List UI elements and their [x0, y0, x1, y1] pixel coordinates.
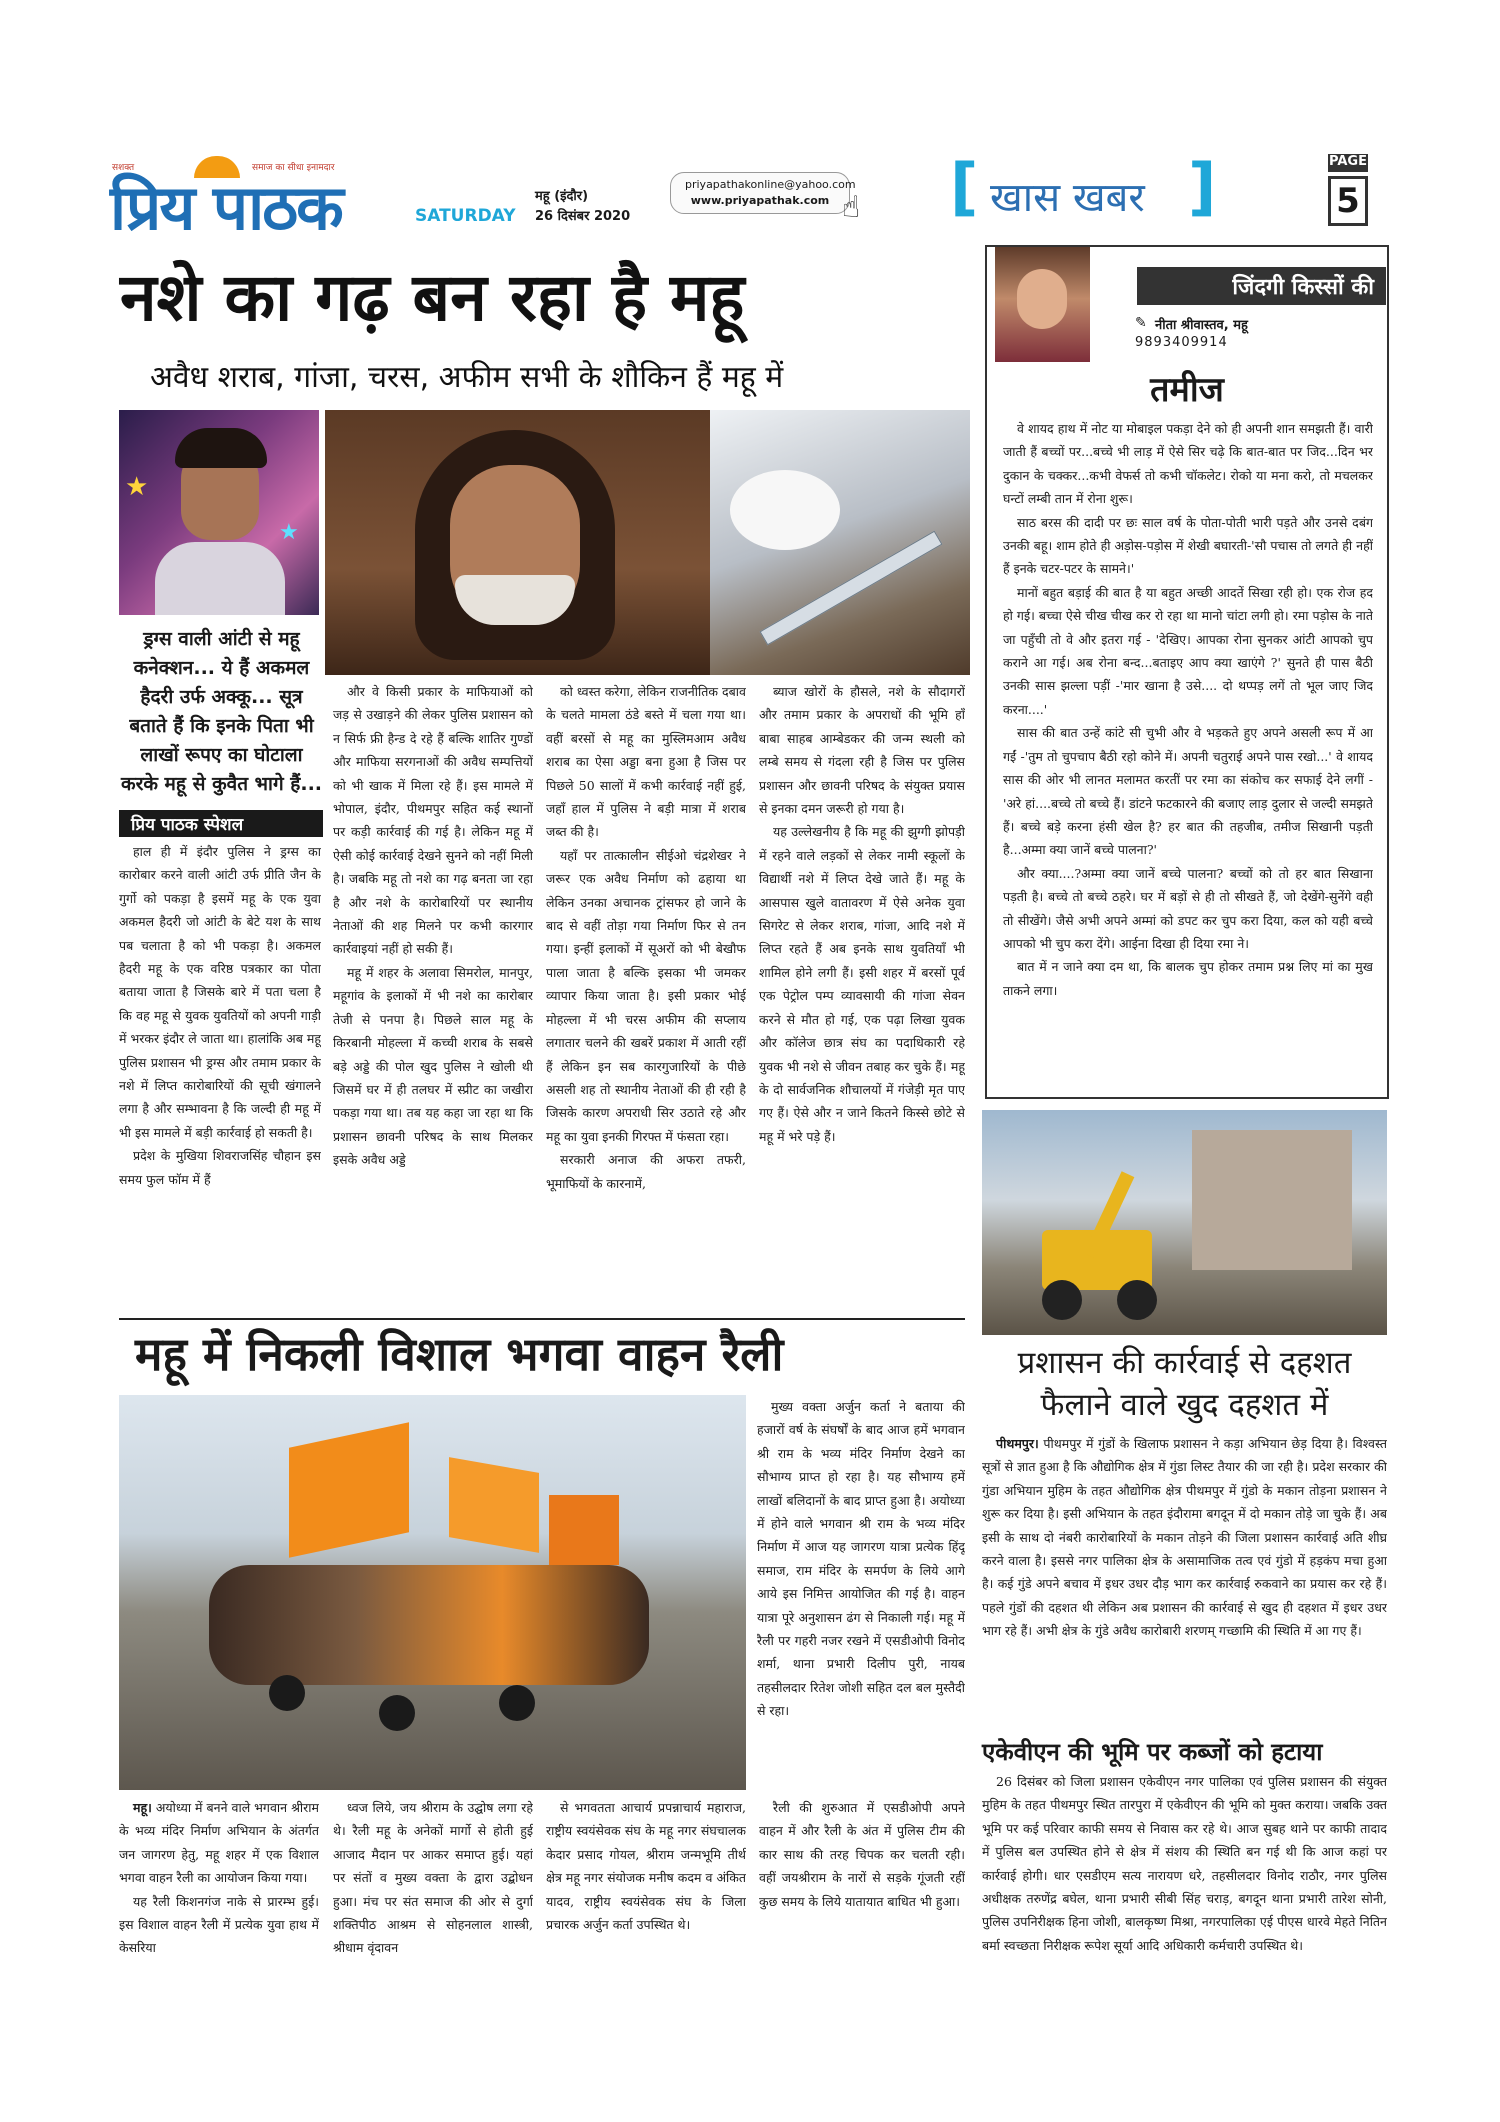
special-tag: प्रिय पाठक स्पेशल	[119, 810, 323, 837]
pithampur-body-2: 26 दिसंबर को जिला प्रशासन एकेवीएन नगर पालिका एवं पुलिस प्रशासन की संयुक्त मुहिम के तहत पीथमपुर स्थित तारपुरा में एकेवीएन की भूमि को मुक्त कराया। जबकि उक्त भूमि पर कई परिवार काफी समय से निवास कर रहे थे। आज सुबह थाने पर काफी तादाद में पुलिस बल उपस्थित होने से क्षेत्र में संशय की स्थिति बन गई थी कि आज कहां पर कार्रवाई होगी। धार एसडीएम सत्य नारायण धरे, तहसीलदार विनोद राठौर, नगर पुलिस अधीक्षक तरुणेंद्र बघेल, थाना प्रभारी सीबी सिंह चराड़, बगदून थाना प्रभारी तारेश सोनी, पुलिस उपनिरीक्षक हिना जोशी, बालकृष्ण मिश्रा, नगरपालिका एई पीएस धारवे मेहते नितिन बर्मा स्वच्छता निरीक्षक रूपेश सूर्या आदि अधिकारी कर्मचारी उपस्थित थे।	[982, 1774, 1387, 1953]
logo-tagline-right: समाज का सीधा इनामदार	[252, 163, 335, 173]
pithampur-dateline: पीथमपुर।	[996, 1436, 1039, 1451]
rally-column-1: महू। अयोध्या में बनने वाले भगवान श्रीराम के भव्य मंदिर निर्माण अभियान के अंतर्गत जन जागरण हेतु, महू शहर में एक विशाल भगवा वाहन रैली का आयोजन किया गया। यह रैली किशनगंज नाके से प्रारम्भ हुई। इस विशाल वाहन रैली में प्रत्येक युवा हाथ में केसरिया	[119, 1800, 319, 1956]
lead-column-3: को ध्वस्त करेगा, लेकिन राजनीतिक दबाव के चलते मामला ठंडे बस्ते में चला गया था। वहीं बरसों से महू का मुस्लिमआम अवैध शराब का ऐसा अड्डा बना हुआ है जिस पर पिछले 50 सालों में कभी कार्रवाई नहीं हुई, जहाँ हाल में पुलिस ने बड़ी मात्रा में शराब जब्त की है। यहाँ पर तात्कालीन सीईओ चंद्रशेखर ने जरूर एक अवैध निर्माण को ढहाया था लेकिन उनका अचानक ट्रांसफर हो जाने के बाद से वहीं तोड़ा गया निर्माण फिर से तन गया। इन्हीं इलाकों में सूअरों को भी बेखौफ पाला जाता है बल्कि इसका भी जमकर व्यापार किया जाता है। इसी प्रकार भोई मोहल्ला में भी चरस अफीम की सप्लाय लगातार चलने की खबरें प्रकाश में आती रहीं हैं लेकिन इन सब कारगुजारियों के पीछे असली शह तो स्थानीय नेताओं की ही रही है जिसके कारण अपराधी सिर उठाते रहे और महू का युवा इनकी गिरफ्त में फंसता रहा। सरकारी अनाज की अफरा तफरी, भूमाफियों के कारनामें,	[546, 684, 746, 1191]
logo: प्रिय पाठक	[110, 171, 342, 244]
day-label: SATURDAY	[415, 206, 516, 226]
lead-headline: नशे का गढ़ बन रहा है महू	[120, 259, 745, 336]
lead-column-2: और वे किसी प्रकार के माफियाओं को जड़ से उखाड़ने की लेकर पुलिस प्रशासन को न सिर्फ फ्री हैन्ड दे रहे हैं बल्कि शातिर गुण्डों और माफिया सरगनाओं की अवैध सम्पत्तियों को भी खाक में मिला रहे हैं। इस मामले में भोपाल, इंदौर, पीथमपुर सहित कई स्थानों पर कड़ी कार्रवाई की गई है। लेकिन महू में ऐसी कोई कार्रवाई देखने सुनने को नहीं मिली है। जबकि महू तो नशे का गढ़ बनता जा रहा है और नशे के कारोबारियों पर स्थानीय नेताओं की शह मिलने पर कभी कारगार कार्रवाइयां नहीं हो सकी हैं। महू में शहर के अलावा सिमरोल, मानपुर, महूगांव के इलाकों में भी नशे का कारोबार तेजी से पनपा है। पिछले साल महू के किरबानी मोहल्ला में कच्ची शराब के सबसे बड़े अड्डे की पोल खुद पुलिस ने खोली थी जिसमें घर में ही तलघर में स्प्रीट का जखीरा पकड़ा गया था। तब यह कहा जा रहा था कि प्रशासन छावनी परिषद के साथ मिलकर इसके अवैध अड्डे	[333, 684, 533, 1168]
email-link[interactable]: priyapathakonline@yahoo.com	[685, 178, 856, 191]
pithampur-body: पीथमपुर। पीथमपुर में गुंडों के खिलाफ प्रशासन ने कड़ा अभियान छेड़ दिया है। विश्वस्त सूत्रों से ज्ञात हुआ है कि औद्योगिक क्षेत्र में गुंडा लिस्ट तैयार की जा रही है। प्रदेश सरकार की गुंडा अभियान मुहिम के तहत औद्योगिक क्षेत्र पीथमपुर में गुंडो के मकान तोड़ना प्रशासन ने शुरू कर दिया है। इसी अभियान के तहत इंदौरामा बगदून में दो मकान तोड़े जा चुके हैं। अब इसी के साथ दो नंबरी कारोबारियों के मकान तोड़ने की जिला प्रशासन कार्रवाई अति शीघ्र करने वाला है। इससे नगर पालिका क्षेत्र के असामाजिक तत्व एवं गुंडो में हड़कंप मचा हुआ है। कई गुंडे अपने बचाव में इधर उधर दौड़ भाग कर कार्रवाई रुकवाने का प्रयास कर रहे हैं। पहले गुंडों की दहशत थी लेकिन अब प्रशासन की कार्रवाई से खुद ही दहशत में इधर उधर भाग रहे हैं। अभी क्षेत्र के गुंडे अवैध कारोबारी शरणम् गच्छामि की स्थिति में आ गए हैं।	[982, 1436, 1387, 1639]
star-icon: ★	[279, 520, 299, 545]
aunty-photo	[325, 410, 710, 675]
column-title: जिंदगी किस्सों की	[1137, 267, 1386, 305]
lead-subheadline: अवैध शराब, गांजा, चरस, अफीम सभी के शौकिन हैं महू में	[150, 360, 784, 395]
column-body: वे शायद हाथ में नोट या मोबाइल पकड़ा देने को ही अपनी शान समझती हैं। वारी जाती हैं बच्चों पर...बच्चे भी लाड़ में ऐसे सिर चढ़े कि बात-बात पर जिद...दिन भर दुकान के चक्कर...कभी वेफर्स तो कभी चॉकलेट। रोको या मना करो, तो मचलकर घन्टों लम्बी तान में रोना शुरू। साठ बरस की दादी पर छः साल वर्ष के पोता-पोती भारी पड़ते और उनसे दबंग उनकी बहू। शाम होते ही अड़ोस-पड़ोस में शेखी बघारती-'सौ पचास तो लगते ही नहीं हैं इनके चटर-पटर के सामने।' मानों बहुत बड़ाई की बात है या बहुत अच्छी आदतें सिखा रही हो। एक रोज हद हो गई। बच्चा ऐसे चीख चीख कर रो रहा था मानो चांटा लगी हो। रमा पड़ोस के नाते जा पहुँची तो वे और इतरा गई - 'देखिए। आपका रोना सुनकर आंटी आपको चुप कराने आ गई। अब रोना बन्द...बताइए आप क्या खाएंगे ?' सुनते ही पास बैठी उनकी सास झल्ला पड़ीं -'मार खाना है उसे.... दो थप्पड़ लगें तो भूल जाए जिद करना....' सास की बात उन्हें कांटे सी चुभी और वे भड़कते हुए अपने असली रूप में आ गईं -'तुम तो चुपचाप बैठी रहो कोने में। अपनी चतुराई अपने पास रखो...' वे शायद सास की ओर भी लानत मलामत करतीं पर रमा का संकोच कर सफाई देने लगीं - 'अरे हां....बच्चे तो बच्चे हैं। डांटने फटकारने की बजाए लाड़ दुलार से जल्दी समझते हैं। बच्चे बड़े करना हंसी खेल है? हर बात की तहजीब, तमीज सिखानी पड़ती है...अम्मा क्या जानें बच्चे पालना?' और क्या....?अम्मा क्या जानें बच्चे पालना? बच्चों को तो हर बात सिखाना पड़ती है। बच्चे तो बच्चे ठहरे। घर में बड़ों से ही तो सीखते हैं, जो देखेंगे-सुनेंगे वही तो सीखेंगे। जैसे अभी अपने अम्मां को डपट कर चुप करा दिया, कल को यही बच्चे आपको भी चुप करा देंगे। आईना दिखा ही दिया रमा ने। बात में न जाने क्या दम था, कि बालक चुप होकर तमाम प्रश्न लिए मां का मुख ताकने लगा।	[1003, 421, 1373, 998]
rally-column-4: रैली की शुरुआत में एसडीओपी अपने वाहन में और रैली के अंत में पुलिस टीम की कार साथ की तरह चिपक कर चलती रही। वहीं जयश्रीराम के नारों से सड़के गूंजती रहीं कुछ समय के लिये यातायात बाधित भी हुआ।	[759, 1800, 965, 1909]
masthead	[110, 150, 1380, 244]
akmal-photo	[119, 410, 319, 615]
lead-column-4: ब्याज खोरों के हौसले, नशे के सौदागरों और तमाम प्रकार के अपराधों की भूमि हाँ बाबा साहब आम्बेडकर की जन्म स्थली को लम्बे समय से गंदला रही है जिस पर पुलिस प्रशासन और छावनी परिषद के संयुक्त प्रयास से इनका दमन जरूरी हो गया है। यह उल्लेखनीय है कि महू की झुग्गी झोपड़ी में रहने वाले लड़कों से लेकर नामी स्कूलों के विद्यार्थी नशे में लिप्त देखे जाते हैं। महू के आसपास खुले वातावरण में ऐसे अनेक युवा सिगरेट से लेकर शराब, गांजा, आदि नशे में लिप्त रहते हैं अब इनके साथ युवतियाँ भी शामिल होने लगी हैं। इसी शहर में बरसों पूर्व एक पेट्रोल पम्प व्यावसायी की गांजा सेवन करने से मौत हो गई, एक पढ़ा लिखा युवक और कॉलेज छात्र संघ का पदाधिकारी रहे युवक भी नशे से जीवन तबाह कर चुके हैं। महू के दो सार्वजनिक शौचालयों में गंजेड़ी मृत पाए गए हैं। ऐसे और न जाने कितने किस्से छोटे से महू में भरे पड़े हैं।	[759, 684, 965, 1144]
rally-side-column: मुख्य वक्ता अर्जुन कर्ता ने बताया की हजारों वर्ष के संघर्षों के बाद आज हमें भगवान श्री राम के भव्य मंदिर निर्माण देखने का सौभाग्य प्राप्त हो रहा है। यह सौभाग्य हमें लाखों बलिदानों के बाद प्राप्त हुआ है। अयोध्या में होने वाले भगवान श्री राम के भव्य मंदिर निर्माण में आज यह जागरण यात्रा प्रत्येक हिंदू समाज, राम मंदिर के समर्पण के लिये आगे आये इस निमित्त आयोजित की गई है। वाहन यात्रा पूरे अनुशासन ढंग से निकाली गई। महू में रैली पर गहरी नजर रखने में एसडीओपी विनोद शर्मा, थाना प्रभारी दिलीप पुरी, नायब तहसीलदार रितेश जोशी सहित दल बल मुस्तैदी से रहा।	[757, 1399, 965, 1719]
section-label: खास खबर	[990, 175, 1145, 221]
column-box	[985, 245, 1389, 1099]
rally-headline: महू में निकली विशाल भगवा वाहन रैली	[135, 1327, 784, 1381]
drugs-photo	[710, 410, 970, 675]
hand-pointer-icon: ☝	[842, 190, 861, 225]
page-label: PAGE	[1328, 154, 1368, 172]
rally-column-3: से भगवतता आचार्य प्रपन्नाचार्य महाराज, राष्ट्रीय स्वयंसेवक संघ के महू नगर संघचालक केदार प्रसाद गोयल, श्रीराम जन्मभूमि तीर्थ क्षेत्र महू नगर संयोजक मनीष कदम व अंकित यादव, राष्ट्रीय स्वयंसेवक संघ के जिला प्रचारक अर्जुन कर्ता उपस्थित थे।	[546, 1800, 746, 1933]
lead-column-1: हाल ही में इंदौर पुलिस ने ड्रग्स का कारोबार करने वाली आंटी उर्फ प्रीति जैन के गुर्गो को पकड़ा है इसमें महू के एक युवा अकमल हैदरी जो आंटी के बेटे यश के साथ पब चलाता है को भी पकड़ा है। अकमल हैदरी महू के एक वरिष्ठ पत्रकार का पोता बताया जाता है जिसके बारे में पता चला है कि वह महू से युवक युवतियों को अपनी गाड़ी में भरकर इंदौर ले जाता था। हालांकि अब महू पुलिस प्रशासन भी ड्रग्स और तमाम प्रकार के नशे में लिप्त कारोबारियों की सूची खंगालने लगा है और सम्भावना है कि जल्दी ही महू में भी इस मामले में बड़ी कार्रवाई हो सकती है। प्रदेश के मुखिया शिवराजसिंह चौहान इस समय फुल फॉम में हैं	[119, 844, 321, 1187]
place-label: महू (इंदौर)	[535, 189, 589, 204]
column-heading: तमीज	[1150, 370, 1224, 410]
date-label: 26 दिसंबर 2020	[535, 209, 631, 224]
page-number: 5	[1328, 176, 1368, 226]
author-photo	[995, 247, 1090, 362]
rally-dateline: महू।	[133, 1800, 152, 1815]
star-icon: ★	[125, 472, 149, 502]
side-headline: ड्रग्स वाली आंटी से महू कनेक्शन... ये हैं अकमल हैदरी उर्फ अक्कू... सूत्र बताते हैं कि इनके पिता भी लाखों रूपए का घोटाला करके महू से कुवैत भागे हैं...	[120, 628, 323, 795]
section-divider	[119, 1318, 965, 1320]
section-bracket-open: [	[950, 150, 979, 223]
rally-column-2: ध्वज लिये, जय श्रीराम के उद्घोष लगा रहे थे। रैली महू के अनेकों मार्गो से होती हुई आजाद मैदान पर आकर समाप्त हुई। यहां पर संतों व मुख्य वक्ता के द्वारा उद्बोधन हुआ। मंच पर संत समाज की ओर से दुर्गा शक्तिपीठ आश्रम से सोहनलाल शास्त्री, श्रीधाम वृंदावन	[333, 1800, 533, 1956]
column-author: नीता श्रीवास्तव, महू	[1155, 318, 1248, 333]
pithampur-headline: प्रशासन की कार्रवाई से दहशत फैलाने वाले खुद दहशत में	[1017, 1345, 1352, 1423]
column-phone: 9893409914	[1135, 335, 1228, 350]
rally-photo	[119, 1395, 746, 1790]
bulldozer-photo	[982, 1110, 1387, 1335]
contact-box	[670, 172, 856, 214]
section-bracket-close: ]	[1188, 150, 1217, 223]
pithampur-subhead: एकेवीएन की भूमि पर कब्जों को हटाया	[982, 1738, 1323, 1766]
logo-tagline-left: सशक्त	[112, 163, 135, 173]
pen-icon: ✎	[1135, 315, 1147, 331]
website-link[interactable]: www.priyapathak.com	[690, 194, 830, 207]
